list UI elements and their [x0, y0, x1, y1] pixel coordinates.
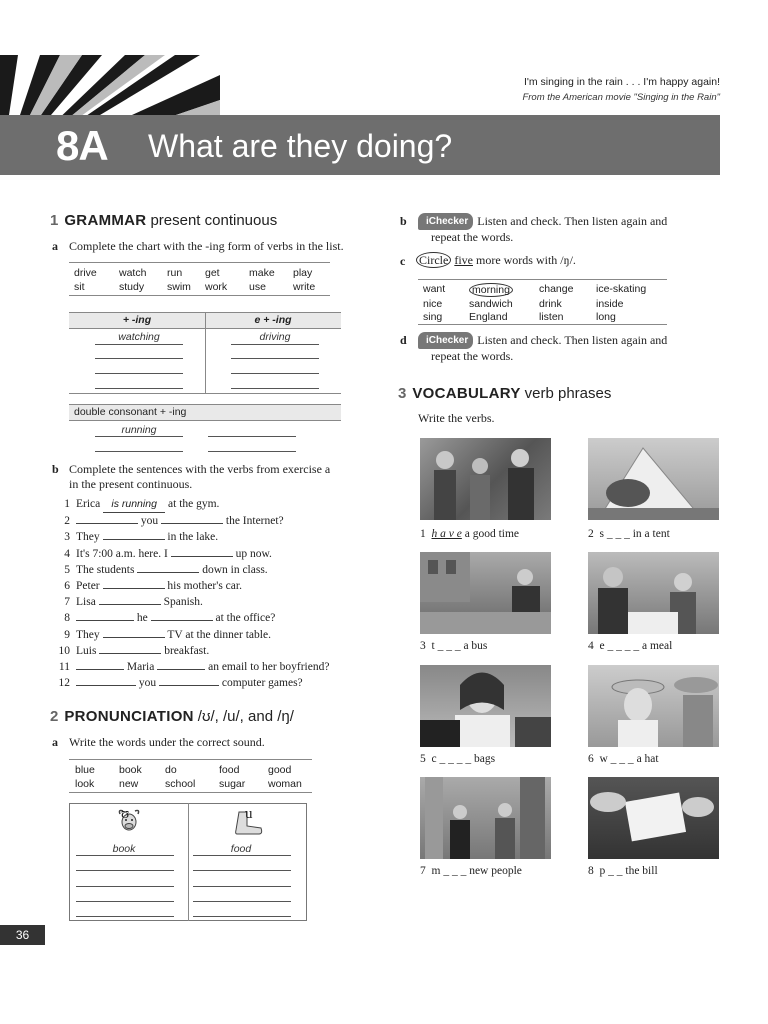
answer-line [95, 344, 183, 345]
double-consonant-head: double consonant + -ing [74, 406, 187, 418]
ng-word: drink [539, 298, 562, 310]
answer-line [95, 358, 183, 359]
section-title: GRAMMAR [64, 212, 147, 229]
sentence-number: 12 [58, 677, 70, 690]
pron-word: sugar [219, 778, 246, 790]
vocab-caption [588, 640, 672, 652]
sentence-number: 3 [64, 531, 70, 544]
photo-bill [588, 777, 719, 859]
answer-blank[interactable] [161, 513, 223, 524]
verb-blank[interactable]: c _ _ _ _ [431, 753, 472, 765]
answer-blank[interactable] [157, 659, 205, 670]
phrase-text: a bus [463, 640, 488, 652]
answer-line [76, 886, 174, 887]
answer-line [76, 901, 174, 902]
verb-word: write [293, 281, 316, 293]
sentence-text: They [76, 628, 100, 641]
sentence-text: Peter [76, 580, 100, 593]
sentence-text: breakfast. [164, 644, 210, 657]
epigraph [522, 76, 720, 103]
pron-word: look [75, 778, 95, 790]
sentence-text: he [136, 612, 148, 625]
sentence-text: It's 7:00 a.m. here. I [76, 547, 168, 560]
section-number: 3 [398, 385, 407, 402]
answer-line [76, 870, 174, 871]
instruction-line: in the present continuous. [69, 477, 193, 491]
answer-blank[interactable] [99, 643, 161, 654]
verb-word: run [167, 267, 183, 279]
answer-line [193, 901, 291, 902]
phrase-text: a good time [464, 528, 520, 540]
verb-word: drive [74, 267, 97, 279]
sentence [54, 675, 329, 691]
vocab-caption [420, 865, 522, 877]
divider [418, 324, 667, 325]
circle-word: Circle [416, 252, 451, 268]
instruction-line [418, 213, 667, 230]
item-number: 8 [588, 865, 594, 877]
vocab-caption [588, 528, 670, 540]
section-title: PRONUNCIATION [64, 708, 194, 725]
phoneme-symbol: u [245, 806, 253, 822]
section-title: VOCABULARY [412, 385, 521, 402]
answer-blank[interactable] [159, 675, 219, 686]
exercise-a-instruction: Complete the chart with the -ing form of verbs in the list. [69, 239, 344, 253]
sentence [54, 627, 329, 643]
sentence-text: at the office? [215, 612, 276, 625]
pron-word: woman [268, 778, 302, 790]
sentence-text: you [140, 515, 159, 528]
exercise-b-instruction [69, 462, 330, 492]
sentence-number: 5 [64, 563, 70, 576]
ng-word: want [423, 283, 446, 295]
answer-line [95, 436, 183, 437]
verb-blank[interactable]: w _ _ _ [599, 753, 634, 765]
vocab-caption [420, 528, 519, 540]
sentence [54, 529, 329, 545]
answer-line [231, 373, 319, 374]
item-number: 2 [588, 528, 594, 540]
sentence-text: They [76, 531, 100, 544]
section-number: 1 [50, 212, 59, 229]
verb-word: watch [119, 267, 147, 279]
answer-line [231, 344, 319, 345]
exercise-a-instruction: Write the words under the correct sound. [69, 735, 265, 749]
answer-blank[interactable] [103, 529, 165, 540]
photo-tent [588, 438, 719, 520]
ng-word: nice [423, 298, 443, 310]
sentence-number: 10 [58, 644, 70, 657]
verb-blank[interactable]: p _ _ [599, 865, 623, 877]
unit-title: What are they doing? [148, 128, 453, 164]
answer-blank[interactable] [171, 546, 233, 557]
vocab-caption [420, 640, 487, 652]
answer-line [208, 451, 296, 452]
section-subtitle: present continuous [150, 212, 278, 229]
photo-party [420, 438, 551, 520]
sentence-number: 2 [64, 515, 70, 528]
pron-word: do [165, 764, 177, 776]
ng-word-circled: morning [469, 283, 513, 297]
sentence-number: 7 [64, 596, 70, 609]
ng-word: sing [423, 311, 443, 323]
ichecker-badge[interactable]: iChecker [418, 332, 473, 349]
sentence [54, 546, 329, 562]
answer-line [193, 886, 291, 887]
sentence [54, 643, 329, 659]
exercise-label-a: a [52, 239, 58, 253]
example-answer: book [112, 843, 136, 855]
answer-blank[interactable] [76, 610, 134, 621]
page-number: 36 [0, 925, 45, 945]
sentence-text: Spanish. [163, 596, 203, 609]
photo-handshake [420, 777, 551, 859]
answer-blank[interactable] [76, 675, 136, 686]
divider [69, 393, 341, 394]
sentence-text: The students [76, 563, 135, 576]
exercise-label-b: b [400, 214, 407, 228]
answer-blank[interactable] [76, 513, 138, 524]
answer-line [76, 855, 174, 856]
vocab-caption [588, 753, 659, 765]
answer-line [208, 436, 296, 437]
item-number: 7 [420, 865, 426, 877]
verb-word: swim [167, 281, 191, 293]
verb-blank[interactable]: e _ _ _ _ [599, 640, 640, 652]
sentence [54, 562, 329, 578]
pron-word: school [165, 778, 196, 790]
divider [69, 792, 312, 793]
verb-blank[interactable]: m _ _ _ [431, 865, 467, 877]
phoneme-symbol: ʊ [121, 806, 130, 822]
verb-blank[interactable]: t _ _ _ [431, 640, 461, 652]
answer-line [76, 916, 174, 917]
answer-line [231, 388, 319, 389]
sentence-number: 9 [64, 628, 70, 641]
phrase-text: in a tent [632, 528, 670, 540]
quote-source: From the American movie "Singing in the Rain" [522, 92, 720, 103]
ng-word: ice-skating [596, 283, 647, 295]
sentence-text: down in class. [202, 563, 268, 576]
pronunciation-heading [50, 708, 294, 725]
sentence-text: at the gym. [168, 498, 220, 510]
photo-hat [588, 665, 719, 747]
pron-word: book [119, 764, 142, 776]
sentence-number: 6 [64, 580, 70, 593]
example-answer: driving [259, 331, 291, 343]
verb-word: use [249, 281, 266, 293]
verb-word: sit [74, 281, 85, 293]
photo-bags [420, 665, 551, 747]
sentence-text: Luis [76, 644, 97, 657]
ng-word: inside [596, 298, 624, 310]
example-answer: running [121, 424, 157, 436]
example-answer: watching [118, 331, 160, 343]
verb-blank[interactable]: s _ _ _ [599, 528, 630, 540]
item-number: 5 [420, 753, 426, 765]
phrase-text: a meal [641, 640, 673, 652]
verb-word: play [293, 267, 313, 279]
answer-line [193, 916, 291, 917]
ng-word: long [596, 311, 616, 323]
section-subtitle: verb phrases [524, 385, 612, 402]
sentence [54, 513, 329, 529]
ng-word: listen [539, 311, 564, 323]
pron-word: new [119, 778, 139, 790]
vocab-caption [588, 865, 658, 877]
exercise-label-c: c [400, 254, 406, 268]
pron-word-list [75, 764, 313, 790]
exercise-d-instruction [418, 332, 667, 364]
sentence [54, 610, 329, 626]
answer-blank[interactable] [76, 659, 124, 670]
pron-word: food [219, 764, 240, 776]
unit-number: 8A [56, 122, 108, 169]
photo-meal [588, 552, 719, 634]
phrase-text: the bill [625, 865, 658, 877]
exercise-label-a: a [52, 735, 58, 749]
col-head-ing: + -ing [122, 314, 152, 326]
answer-line [95, 373, 183, 374]
vocabulary-heading [398, 385, 611, 402]
item-number: 6 [588, 753, 594, 765]
sentence-text: you [138, 677, 157, 690]
answer-line [95, 451, 183, 452]
ng-word-list [423, 283, 668, 323]
answer-blank[interactable] [103, 578, 165, 589]
verb-word: get [205, 267, 220, 279]
instruction-line: Complete the sentences with the verbs from exercise a [69, 462, 331, 476]
sentence-text: Maria [126, 661, 155, 674]
item-number: 1 [420, 528, 426, 540]
answer-blank[interactable] [99, 594, 161, 605]
phrase-text: a hat [636, 753, 659, 765]
sentence-text: an email to her boyfriend? [208, 661, 330, 674]
sentence-list [54, 496, 329, 691]
divider [69, 262, 330, 263]
item-number: 4 [588, 640, 594, 652]
instruction-line: repeat the words. [431, 230, 514, 244]
section-number: 2 [50, 708, 59, 725]
sentence-text: in the lake. [167, 531, 219, 544]
sentence-text: his mother's car. [167, 580, 242, 593]
sentence [54, 578, 329, 594]
example-answer: food [230, 843, 252, 855]
ng-word: England [469, 311, 508, 323]
sentence [54, 659, 329, 675]
answer-blank[interactable] [151, 610, 213, 621]
sentence-number: 11 [58, 661, 70, 674]
exercise-b-instruction [418, 213, 667, 245]
divider [418, 279, 667, 280]
sentence-text: Lisa [76, 596, 96, 609]
verb-answer: h a v e [431, 528, 462, 540]
photo-bus [420, 552, 551, 634]
vocabulary-instruction: Write the verbs. [418, 411, 495, 425]
answer-blank[interactable] [103, 627, 165, 638]
item-number: 3 [420, 640, 426, 652]
answer-line [193, 855, 291, 856]
instruction-line [418, 332, 667, 349]
five-word: five [454, 253, 473, 267]
exercise-c-instruction [416, 253, 576, 268]
verb-list [74, 267, 333, 293]
quote-line: I'm singing in the rain . . . I'm happy again! [523, 76, 720, 88]
example-answer: is running [103, 496, 165, 513]
sentence [54, 594, 329, 610]
instruction-text: Listen and check. Then listen again and [477, 333, 668, 347]
pron-word: blue [75, 764, 95, 776]
exercise-label-d: d [400, 333, 407, 347]
exercise-label-b: b [52, 462, 59, 476]
sentence-text: up now. [235, 547, 272, 560]
sentence-number: 8 [64, 612, 70, 625]
answer-line [95, 388, 183, 389]
sentence-text: the Internet? [225, 515, 284, 528]
sentence-number: 1 [64, 498, 70, 510]
chart-divider [188, 803, 189, 921]
verb-word: work [205, 281, 228, 293]
answer-line [193, 870, 291, 871]
sentence-number: 4 [64, 547, 70, 560]
vocab-caption [420, 753, 495, 765]
verb-word: make [249, 267, 275, 279]
section-subtitle: /ʊ/, /u/, and /ŋ/ [197, 708, 294, 725]
ng-word: change [539, 283, 574, 295]
pron-word: good [268, 764, 292, 776]
instruction-text: more words with /ŋ/. [475, 253, 576, 267]
verb-word: study [119, 281, 145, 293]
ng-word: sandwich [469, 298, 513, 310]
chart-divider [205, 312, 206, 394]
col-head-e-ing: e + -ing [254, 314, 292, 326]
sentence-text: TV at the dinner table. [167, 628, 271, 641]
sentence-text: computer games? [221, 677, 303, 690]
divider [69, 759, 312, 760]
answer-line [231, 358, 319, 359]
instruction-text: Listen and check. Then listen again and [477, 214, 668, 228]
sentence [54, 496, 329, 513]
sentence-text: Erica [76, 498, 101, 510]
divider [69, 295, 330, 296]
grammar-heading [50, 212, 277, 229]
ichecker-badge[interactable]: iChecker [418, 213, 473, 230]
instruction-line: repeat the words. [431, 349, 514, 363]
phrase-text: bags [473, 753, 496, 765]
answer-blank[interactable] [137, 562, 199, 573]
phrase-text: new people [469, 865, 522, 877]
